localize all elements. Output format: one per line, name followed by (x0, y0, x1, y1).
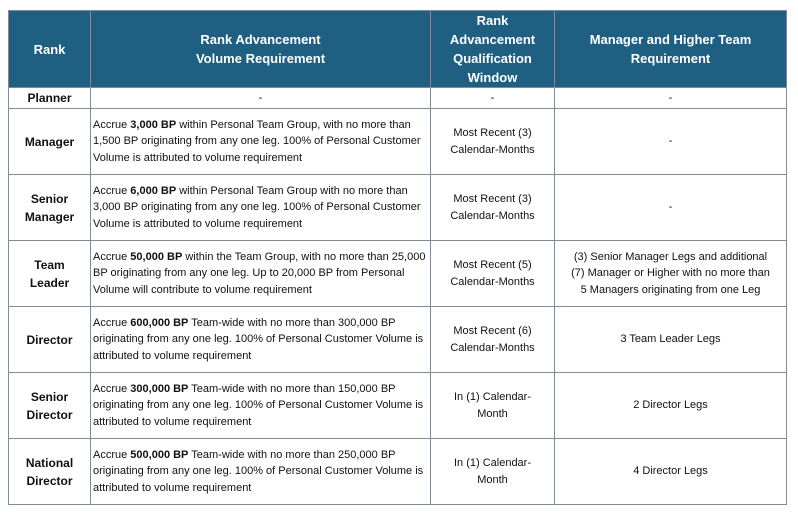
rank-name: Manager (24, 134, 75, 149)
table-row (9, 241, 787, 307)
rank-cell (9, 109, 91, 175)
table-body (9, 88, 787, 505)
team-requirement-text: - (668, 135, 673, 148)
req-prefix: Accrue (93, 184, 131, 197)
rank-name: Director (26, 332, 73, 347)
req-prefix: Accrue (93, 316, 131, 329)
qualification-window-cell (431, 373, 555, 439)
bp-amount: 3,000 BP (130, 118, 177, 131)
team-requirement-text: 3 Team Leader Legs (620, 333, 721, 346)
team-requirement-text: 2 Director Legs (633, 399, 708, 412)
rank-table-container (8, 10, 787, 505)
header-window-line-1: Rank (476, 13, 509, 28)
req-detail: within Personal Team Group, with no more than 1,500 BP originating from any one leg. 100% of Personal Customer Volume is attributed to volume requirement (93, 118, 421, 164)
team-requirement-cell (555, 175, 787, 241)
header-volume-requirement (91, 11, 431, 88)
window-line-1: In (1) Calendar- (453, 457, 532, 469)
window-line-2: Calendar-Months (450, 341, 535, 354)
req-detail: Team-wide with no more than 300,000 BP originating from any one leg. 100% of Personal Customer Volume is attributed to volume requirement (93, 316, 424, 362)
req-prefix: Accrue (93, 250, 131, 263)
bp-amount: 6,000 BP (130, 184, 177, 197)
qualification-window-cell (431, 439, 555, 505)
team-requirement-cell (555, 307, 787, 373)
rank-name-line-1: Team (34, 257, 65, 272)
bp-amount: 500,000 BP (130, 448, 189, 461)
rank-name-line-1: Senior (30, 389, 69, 404)
table-row (9, 88, 787, 109)
volume-requirement-cell (91, 373, 431, 439)
volume-requirement-cell (91, 439, 431, 505)
req-detail: Team-wide with no more than 250,000 BP originating from any one leg. 100% of Personal Customer Volume is attributed to volume requirement (93, 448, 424, 494)
window-line-2: Month (477, 473, 508, 486)
rank-name-line-1: Senior (30, 191, 69, 206)
header-team-line-1: Manager and Higher Team (589, 32, 752, 47)
req-detail: Team-wide with no more than 150,000 BP originating from any one leg. 100% of Personal Customer Volume is attributed to volume requirement (93, 382, 424, 428)
window-line-2: Month (477, 407, 508, 420)
window-line-2: Calendar-Months (450, 143, 535, 156)
header-team-requirement (555, 11, 787, 88)
qualification-window-cell (431, 109, 555, 175)
team-requirement-text: - (668, 201, 673, 214)
rank-cell (9, 307, 91, 373)
window-line-1: Most Recent (6) (453, 325, 532, 337)
bp-amount: 50,000 BP (130, 250, 183, 263)
volume-requirement-cell (91, 241, 431, 307)
header-qualification-window (431, 11, 555, 88)
window-line-1: Most Recent (3) (453, 127, 532, 139)
window-line-1: Most Recent (5) (453, 259, 532, 271)
team-line-1: (3) Senior Manager Legs and additional (573, 250, 768, 263)
rank-cell (9, 439, 91, 505)
header-volume-line-2: Volume Requirement (195, 51, 326, 66)
req-detail: within the Team Group, with no more than 25,000 BP originating from any one leg. Up to 20,000 BP from Personal Volume will contribute to volume requirement (93, 250, 426, 296)
header-volume-line-1: Rank Advancement (200, 32, 321, 47)
rank-requirements-table (8, 10, 787, 505)
req-prefix: Accrue (93, 118, 131, 131)
header-window-line-4: Window (467, 70, 518, 85)
header-window-line-2: Advancement (449, 32, 536, 47)
header-window-line-3: Qualification (453, 51, 532, 66)
rank-name-line-2: Director (26, 473, 73, 488)
window-line-2: Calendar-Months (450, 275, 535, 288)
rank-cell (9, 241, 91, 307)
rank-name-line-2: Director (26, 407, 73, 422)
volume-requirement-cell (91, 307, 431, 373)
table-header (9, 11, 787, 88)
window-line-1: In (1) Calendar- (453, 391, 532, 403)
volume-requirement-cell (91, 88, 431, 109)
team-requirement-text: 4 Director Legs (633, 465, 708, 478)
volume-requirement-cell (91, 109, 431, 175)
rank-name: Planner (27, 91, 72, 105)
header-rank (9, 11, 91, 88)
bp-amount: 600,000 BP (130, 316, 189, 329)
team-line-3: 5 Managers originating from one Leg (580, 283, 761, 296)
team-requirement-cell (555, 88, 787, 109)
qualification-window-cell (431, 241, 555, 307)
header-team-line-2: Requirement (630, 51, 711, 66)
window-line-2: Calendar-Months (450, 209, 535, 222)
req-prefix: Accrue (93, 448, 131, 461)
rank-cell (9, 88, 91, 109)
qualification-window-cell (431, 88, 555, 109)
req-detail: within Personal Team Group with no more than 3,000 BP originating from any one leg. 100% of Personal Customer Volume is attributed to volume requirement (93, 184, 421, 230)
header-row (9, 11, 787, 88)
team-requirement-cell (555, 109, 787, 175)
table-row (9, 373, 787, 439)
window-line-1: Most Recent (3) (453, 193, 532, 205)
team-requirement-cell (555, 373, 787, 439)
volume-requirement-text: - (258, 91, 263, 104)
team-line-2: (7) Manager or Higher with no more than (571, 267, 770, 280)
volume-requirement-cell (91, 175, 431, 241)
rank-name-line-1: National (25, 455, 74, 470)
header-rank-label: Rank (33, 41, 66, 57)
rank-name-line-2: Manager (24, 209, 75, 224)
team-requirement-text: - (668, 91, 673, 104)
table-row (9, 109, 787, 175)
window-text: - (490, 91, 495, 104)
req-prefix: Accrue (93, 382, 131, 395)
rank-name-line-2: Leader (29, 275, 70, 290)
table-row (9, 307, 787, 373)
team-requirement-cell (555, 241, 787, 307)
table-row (9, 439, 787, 505)
rank-cell (9, 175, 91, 241)
bp-amount: 300,000 BP (130, 382, 189, 395)
rank-cell (9, 373, 91, 439)
team-requirement-cell (555, 439, 787, 505)
qualification-window-cell (431, 307, 555, 373)
table-row (9, 175, 787, 241)
qualification-window-cell (431, 175, 555, 241)
